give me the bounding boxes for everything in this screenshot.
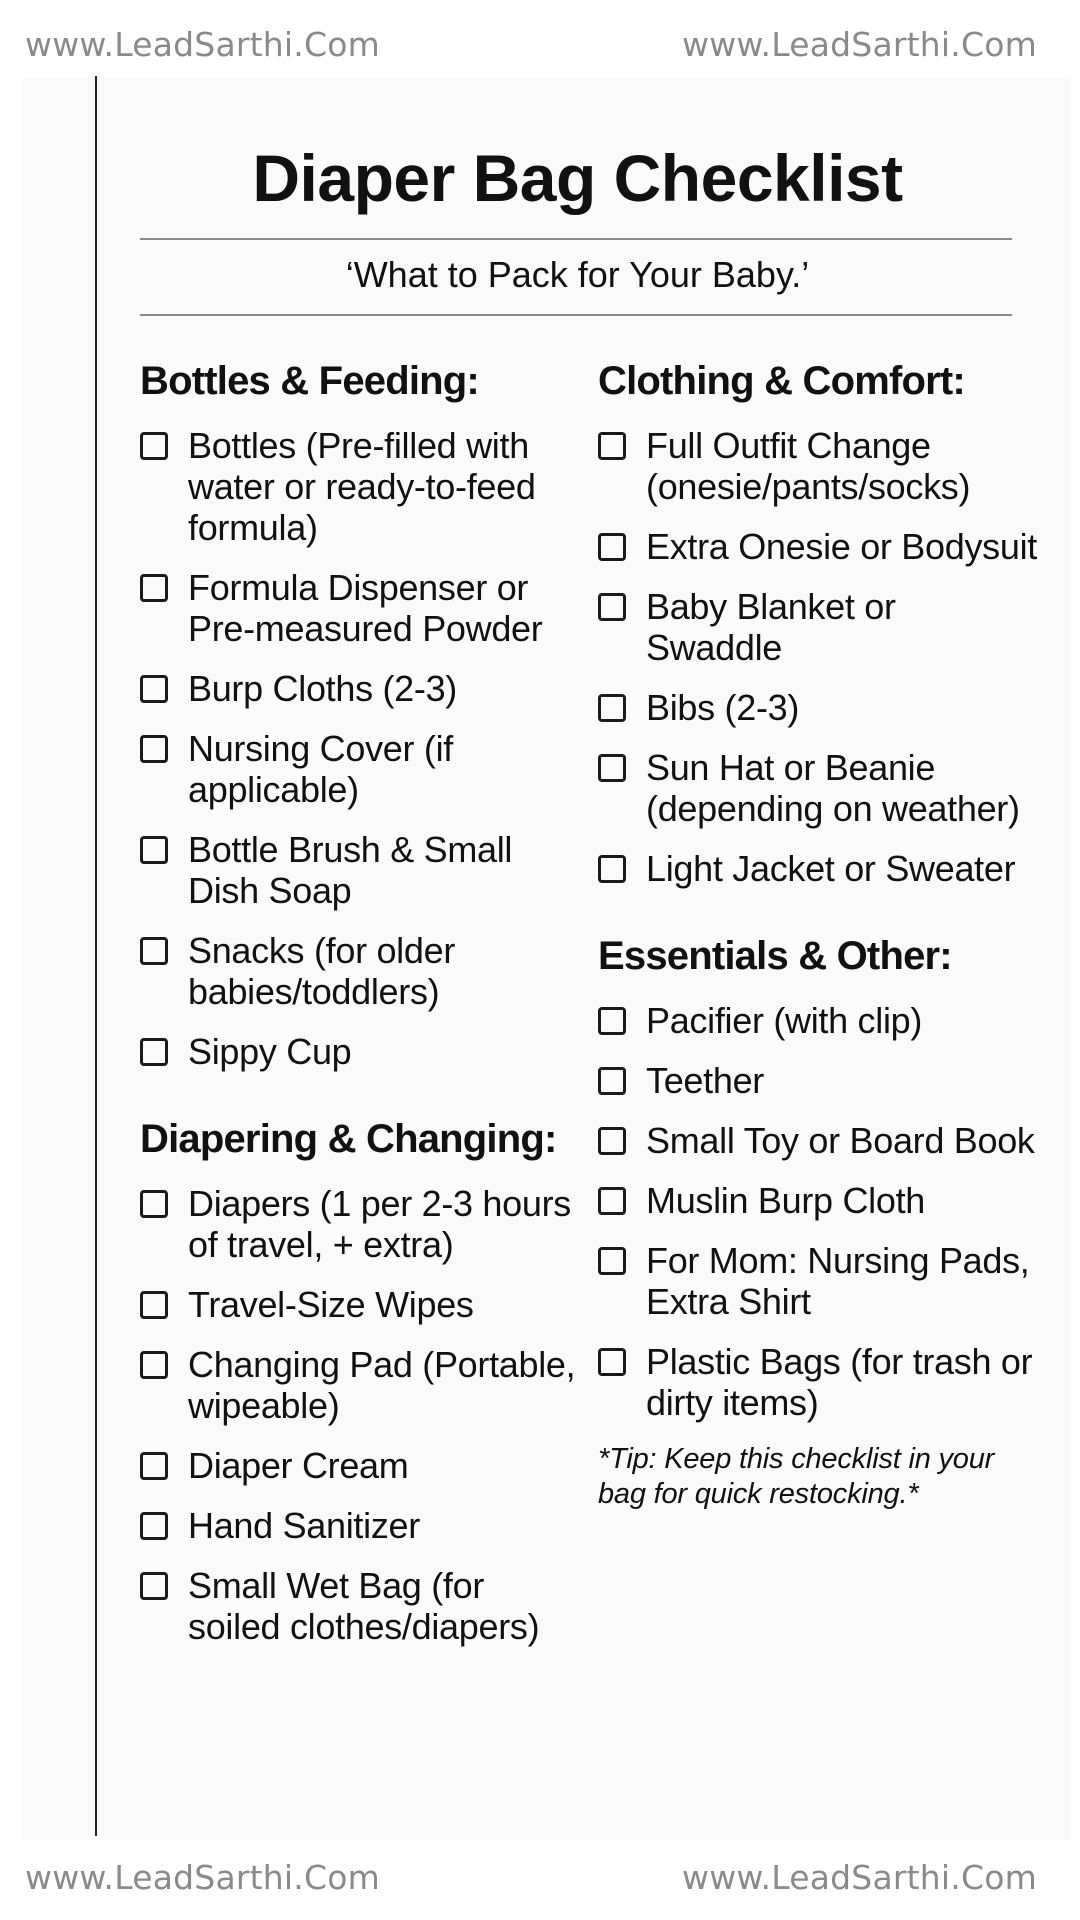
checklist-item-label: Travel-Size Wipes [188,1284,474,1325]
checkbox[interactable] [140,432,168,460]
section-diapering-changing [140,1115,580,1647]
checklist-item-label: Sippy Cup [188,1031,352,1072]
checklist-item-label: Burp Cloths (2-3) [188,668,457,709]
checklist-item[interactable] [140,668,580,709]
checkbox[interactable] [140,1572,168,1600]
checklist-item-label: Changing Pad (Portable, wipeable) [188,1344,576,1426]
checklist-item[interactable] [140,1344,580,1426]
checklist-item[interactable] [598,586,1038,668]
section-clothing-comfort [598,357,1038,889]
checklist [598,425,1038,889]
section-essentials-other [598,932,1038,1423]
checkbox[interactable] [140,1351,168,1379]
page-subtitle: ‘What to Pack for Your Baby.’ [345,254,810,295]
checklist-item-label: Pacifier (with clip) [646,1000,923,1041]
checklist-item[interactable] [598,848,1038,889]
checkbox[interactable] [140,836,168,864]
checklist [140,1183,580,1647]
checklist-item-label: Nursing Cover (if applicable) [188,728,453,810]
checkbox[interactable] [140,937,168,965]
checkbox[interactable] [598,1067,626,1095]
checklist-item-label: Teether [646,1060,764,1101]
checklist-item[interactable] [598,747,1038,829]
page-title: Diaper Bag Checklist [252,141,903,215]
checklist-item-label: Hand Sanitizer [188,1505,420,1546]
checkbox[interactable] [140,675,168,703]
tip-note: *Tip: Keep this checklist in your bag for quick restocking.* [598,1443,995,1510]
watermark-top-left: www.LeadSarthi.Com [25,25,380,64]
checkbox[interactable] [140,735,168,763]
checklist-item-label: Sun Hat or Beanie (depending on weather) [646,747,1020,829]
checkbox[interactable] [598,1007,626,1035]
checklist-item[interactable] [140,1031,580,1072]
checklist-item[interactable] [140,728,580,810]
checklist-item[interactable] [140,1284,580,1325]
title-divider-top [140,238,1012,240]
checkbox[interactable] [140,1038,168,1066]
right-column [598,357,1038,1512]
checkbox[interactable] [598,1247,626,1275]
checklist-item[interactable] [140,1565,580,1647]
checkbox[interactable] [598,1127,626,1155]
checkbox[interactable] [140,1190,168,1218]
checklist-item-label: Baby Blanket or Swaddle [646,586,896,668]
checkbox[interactable] [598,533,626,561]
margin-line [95,76,97,1836]
checklist-item-label: Bottle Brush & Small Dish Soap [188,829,513,911]
checkbox[interactable] [598,432,626,460]
checklist-item[interactable] [140,829,580,911]
checklist-item-label: For Mom: Nursing Pads, Extra Shirt [646,1240,1030,1322]
watermark-top-right: www.LeadSarthi.Com [682,25,1037,64]
checklist-item-label: Bibs (2-3) [646,687,800,728]
checklist-item-label: Diapers (1 per 2-3 hours of travel, + extra) [188,1183,571,1265]
checklist-item-label: Small Wet Bag (for soiled clothes/diapers) [188,1565,540,1647]
checklist-item-label: Extra Onesie or Bodysuit [646,526,1037,567]
checklist-item-label: Diaper Cream [188,1445,409,1486]
checkbox[interactable] [140,1452,168,1480]
watermark-bottom-left: www.LeadSarthi.Com [25,1858,380,1897]
checklist-item-label: Light Jacket or Sweater [646,848,1016,889]
checklist-item-label: Bottles (Pre-filled with water or ready-to-feed formula) [188,425,536,548]
checklist-item[interactable] [598,1240,1038,1322]
checkbox[interactable] [140,1291,168,1319]
checklist-item[interactable] [140,1445,580,1486]
checkbox[interactable] [140,574,168,602]
checkbox[interactable] [598,855,626,883]
checklist-item[interactable] [140,425,580,548]
checklist-item-label: Small Toy or Board Book [646,1120,1035,1161]
checklist-item[interactable] [598,1341,1038,1423]
checklist-item[interactable] [140,567,580,649]
left-column [140,357,580,1666]
checklist-item[interactable] [598,425,1038,507]
checklist-item-label: Muslin Burp Cloth [646,1180,926,1221]
checklist-item-label: Formula Dispenser or Pre-measured Powder [188,567,543,649]
checklist-item[interactable] [598,687,1038,728]
checkbox[interactable] [598,593,626,621]
checkbox[interactable] [598,754,626,782]
checklist-item[interactable] [140,930,580,1012]
checklist-item-label: Plastic Bags (for trash or dirty items) [646,1341,1033,1423]
section-bottles-feeding [140,357,580,1072]
checklist-item-label: Snacks (for older babies/toddlers) [188,930,456,1012]
section-title: Bottles & Feeding: [140,359,479,403]
title-divider-bottom [140,314,1012,316]
checklist-item[interactable] [598,1120,1038,1161]
checklist-item[interactable] [598,1180,1038,1221]
checkbox[interactable] [598,1187,626,1215]
checkbox[interactable] [140,1512,168,1540]
section-title: Diapering & Changing: [140,1117,557,1161]
checklist-item[interactable] [140,1505,580,1546]
checklist-item[interactable] [598,1000,1038,1041]
checklist-item[interactable] [598,526,1038,567]
watermark-bottom-right: www.LeadSarthi.Com [682,1858,1037,1897]
checklist-item[interactable] [140,1183,580,1265]
section-title: Essentials & Other: [598,934,952,978]
checkbox[interactable] [598,694,626,722]
checklist [598,1000,1038,1423]
checklist [140,425,580,1072]
checklist-item-label: Full Outfit Change (onesie/pants/socks) [646,425,971,507]
checkbox[interactable] [598,1348,626,1376]
checklist-item[interactable] [598,1060,1038,1101]
section-title: Clothing & Comfort: [598,359,965,403]
